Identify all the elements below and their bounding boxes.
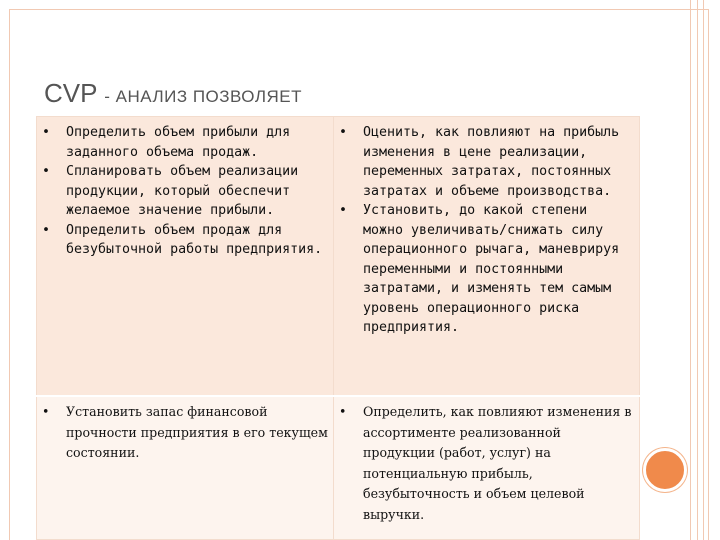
bullet-list bbox=[37, 402, 329, 464]
table-cell bbox=[334, 396, 640, 540]
bullet-icon: • bbox=[42, 164, 51, 179]
slide-title bbox=[44, 78, 302, 109]
bullet-list bbox=[37, 123, 329, 260]
bullet-icon: • bbox=[42, 404, 50, 419]
bullet-icon: • bbox=[339, 125, 348, 140]
list-item bbox=[37, 402, 329, 464]
list-item bbox=[37, 123, 329, 162]
table-row bbox=[37, 396, 640, 540]
table-row bbox=[37, 117, 640, 397]
bullet-icon: • bbox=[339, 404, 347, 419]
decor-line bbox=[703, 0, 704, 540]
bullet-icon: • bbox=[339, 203, 348, 218]
bullet-icon: • bbox=[42, 125, 51, 140]
bullet-icon: • bbox=[42, 222, 51, 238]
title-main: CVP bbox=[44, 78, 97, 108]
bullet-list bbox=[334, 123, 635, 338]
list-item-text: Определить, как повлияют изменения в ассортименте реализованной продукции (работ, услуг) на потенциальную прибыль, безубыточность и объем целевой выручки. bbox=[363, 404, 632, 522]
list-item bbox=[37, 221, 329, 260]
list-item bbox=[334, 123, 635, 201]
list-item-text: Оценить, как повлияют на прибыль изменения в цене реализации, переменных затратах, постоянных затратах и объеме производства. bbox=[363, 125, 620, 199]
list-item bbox=[334, 201, 635, 338]
decor-line bbox=[697, 0, 698, 540]
title-rest: - АНАЛИЗ ПОЗВОЛЯЕТ bbox=[104, 87, 302, 106]
list-item-text: Установить запас финансовой прочности предприятия в его текущем состоянии. bbox=[66, 404, 328, 461]
list-item bbox=[334, 402, 635, 526]
cvp-table bbox=[36, 116, 640, 540]
list-item-text: Определить объем прибыли для заданного объема продаж. bbox=[66, 125, 291, 160]
table-cell bbox=[37, 117, 334, 397]
bullet-list bbox=[334, 402, 635, 526]
list-item-text: Определить объем продаж для безубыточной работы предприятия. bbox=[66, 222, 323, 257]
list-item-text: Установить, до какой степени можно увеличивать/снижать силу операционного рычага, маневрируя переменными и постоянными затратами, и изменять тем самым уровень операционного риска предприятия. bbox=[363, 203, 620, 335]
decor-line bbox=[690, 0, 691, 540]
decor-circle-icon bbox=[643, 448, 687, 492]
table-cell bbox=[37, 396, 334, 540]
list-item-text: Спланировать объем реализации продукции, который обеспечит желаемое значение прибыли. bbox=[66, 164, 299, 218]
table-cell bbox=[334, 117, 640, 397]
list-item bbox=[37, 162, 329, 221]
